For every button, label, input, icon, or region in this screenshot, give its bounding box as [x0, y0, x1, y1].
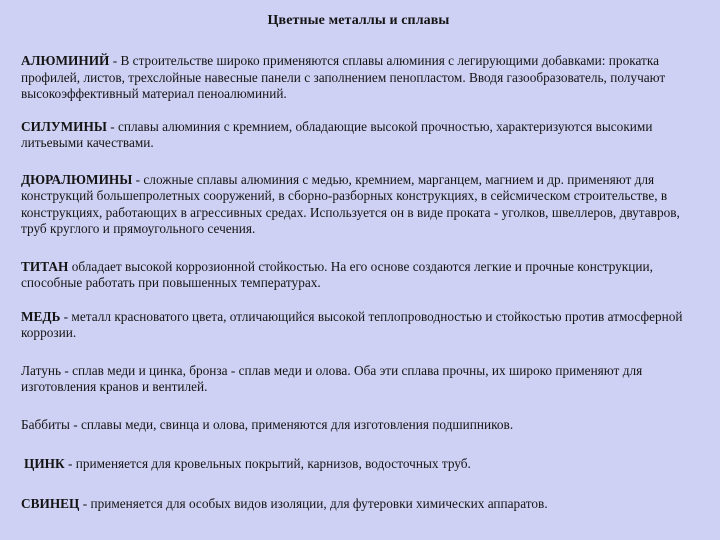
paragraph-titanium	[21, 259, 696, 292]
term-duralumin: ДЮРАЛЮМИНЫ	[21, 171, 133, 187]
term-silumin: СИЛУМИНЫ	[21, 118, 107, 134]
term-titanium: ТИТАН	[21, 258, 69, 274]
term-zinc: ЦИНК	[24, 456, 65, 471]
term-aluminum: АЛЮМИНИЙ	[21, 53, 110, 68]
text-duralumin: - сложные сплавы алюминия с медью, кремнием, марганцем, магнием и др. применяют для конструкций большепролетных сооружений, в сборно-разборных конструкциях, в сейсмическом строительстве, в конструкциях, работающих в агрессивных средах. Используется он в виде проката - уголков, швеллеров, двутавров, труб круглого и прямоугольного сечения.	[21, 171, 680, 236]
term-lead: СВИНЕЦ	[21, 495, 80, 511]
paragraph-copper	[21, 309, 696, 342]
paragraph-zinc	[21, 456, 696, 473]
paragraph-brass-bronze	[21, 363, 696, 396]
text-lead: - применяется для особых видов изоляции, для футеровки химических аппаратов.	[79, 495, 548, 511]
text-aluminum: - В строительстве широко применяются сплавы алюминия с легирующими добавками: прокатка профилей, листов, трехслойные навесные панели с заполнением пенопластом. Вводя газообразователь, получают высокоэффективный материал пеноалюминий.	[21, 53, 666, 101]
paragraph-babbitt	[21, 417, 696, 434]
text-zinc: - применяется для кровельных покрытий, карнизов, водосточных труб.	[64, 456, 471, 471]
text-babbitt: Баббиты - сплавы меди, свинца и олова, применяются для изготовления подшипников.	[21, 416, 514, 432]
paragraph-silumin	[21, 119, 696, 152]
paragraph-aluminum	[21, 53, 696, 103]
paragraph-duralumin	[21, 172, 696, 238]
text-brass-bronze: Латунь - сплав меди и цинка, бронза - сплав меди и олова. Оба эти сплава прочны, их широко применяют для изготовления кранов и вентилей.	[21, 362, 643, 394]
paragraph-lead	[21, 496, 696, 513]
text-copper: - металл красноватого цвета, отличающийся высокой теплопроводностью и стойкостью против атмосферной коррозии.	[21, 308, 683, 340]
term-copper: МЕДЬ	[21, 308, 61, 324]
text-titanium: обладает высокой коррозионной стойкостью. На его основе создаются легкие и прочные конструкции, способные работать при повышенных температурах.	[21, 258, 653, 290]
text-silumin: - сплавы алюминия с кремнием, обладающие высокой прочностью, характеризуются высокими литьевыми качествами.	[21, 118, 653, 150]
page-title: Цветные металлы и сплавы	[267, 13, 450, 28]
